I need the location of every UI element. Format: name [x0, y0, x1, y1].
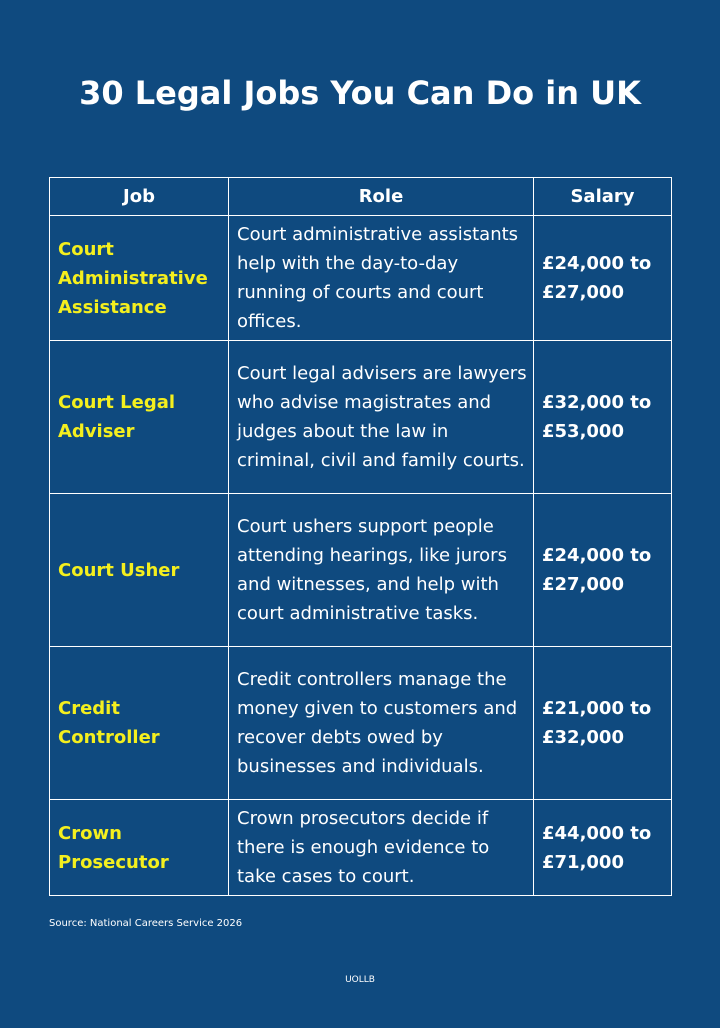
- table-row: [50, 216, 672, 341]
- role-cell: Court ushers support people attending hearings, like jurors and witnesses, and help with court administrative tasks.: [229, 494, 534, 647]
- salary-cell: £21,000 to £32,000: [534, 647, 672, 800]
- job-cell: Court Administrative Assistance: [50, 216, 229, 341]
- column-header-role: Role: [229, 178, 534, 216]
- salary-cell: £44,000 to £71,000: [534, 800, 672, 896]
- page-title: 30 Legal Jobs You Can Do in UK: [79, 74, 641, 112]
- job-cell: Crown Prosecutor: [50, 800, 229, 896]
- role-cell: Crown prosecutors decide if there is enough evidence to take cases to court.: [229, 800, 534, 896]
- role-cell: Court legal advisers are lawyers who advise magistrates and judges about the law in criminal, civil and family courts.: [229, 341, 534, 494]
- column-header-salary: Salary: [534, 178, 672, 216]
- salary-cell: £32,000 to £53,000: [534, 341, 672, 494]
- job-cell: Court Legal Adviser: [50, 341, 229, 494]
- job-cell: Credit Controller: [50, 647, 229, 800]
- salary-cell: £24,000 to £27,000: [534, 494, 672, 647]
- role-cell: Court administrative assistants help with the day-to-day running of courts and court offices.: [229, 216, 534, 341]
- column-header-job: Job: [50, 178, 229, 216]
- source-note: Source: National Careers Service 2026: [49, 918, 243, 929]
- table-row: [50, 647, 672, 800]
- jobs-table: [49, 177, 672, 896]
- salary-cell: £24,000 to £27,000: [534, 216, 672, 341]
- job-cell: Court Usher: [50, 494, 229, 647]
- role-cell: Credit controllers manage the money given to customers and recover debts owed by businesses and individuals.: [229, 647, 534, 800]
- table-row: [50, 494, 672, 647]
- footer-brand: UOLLB: [345, 975, 375, 985]
- table-row: [50, 341, 672, 494]
- table-header-row: [50, 178, 672, 216]
- table-row: [50, 800, 672, 896]
